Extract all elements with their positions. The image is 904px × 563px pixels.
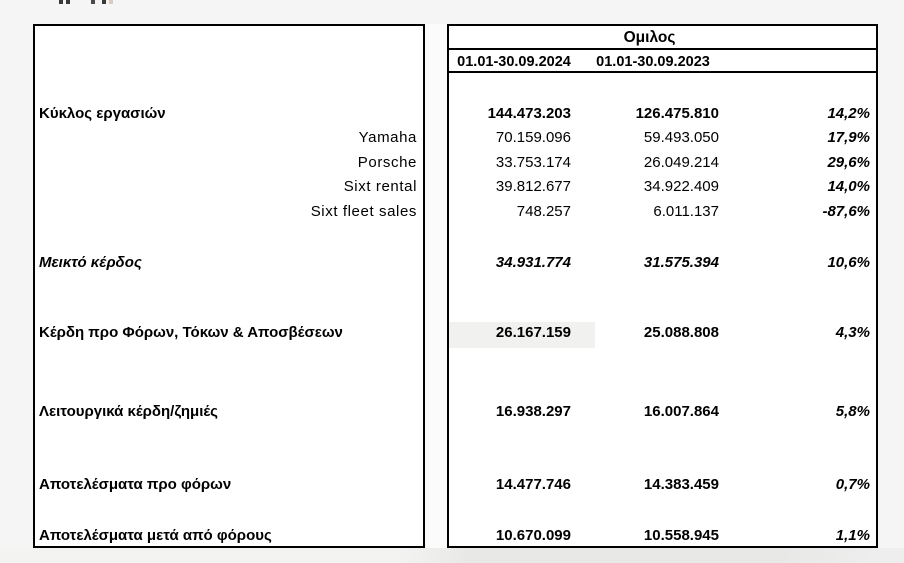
row-label-porsche: Porsche	[357, 154, 417, 171]
pct-change: 1,1%	[835, 527, 870, 544]
values-panel	[447, 24, 878, 548]
value-2024: 10.670.099	[495, 527, 571, 544]
table-row-ebitda	[449, 321, 876, 345]
panel-gap	[425, 24, 447, 548]
table-row-operating-profit	[449, 400, 876, 424]
pct-change: -87,6%	[822, 203, 870, 220]
table-row-turnover	[449, 102, 876, 126]
value-2023: 16.007.864	[643, 403, 719, 420]
value-2023: 26.049.214	[643, 154, 719, 171]
period-2023-header: 01.01-30.09.2023	[596, 54, 710, 70]
value-2023: 126.475.810	[635, 105, 719, 122]
value-2024: 34.931.774	[495, 254, 571, 271]
value-2024: 14.477.746	[495, 476, 571, 493]
row-label-operating-profit: Λειτουργικά κέρδη/ζημιές	[39, 403, 218, 420]
table-row-porsche	[449, 151, 876, 175]
value-2023: 25.088.808	[643, 324, 719, 341]
pct-change: 29,6%	[827, 154, 870, 171]
cropped-text-marks	[0, 0, 2, 3]
row-label-profit-after-tax: Αποτελέσματα μετά από φόρους	[39, 527, 272, 544]
table-row-yamaha	[449, 126, 876, 150]
pct-change: 14,2%	[827, 105, 870, 122]
labels-panel	[33, 24, 425, 548]
value-2023: 59.493.050	[643, 129, 719, 146]
pct-change: 10,6%	[827, 254, 870, 271]
row-label-yamaha: Yamaha	[358, 129, 417, 146]
table-row-sixt-fleet-sales	[449, 200, 876, 224]
row-label-gross-profit: Μεικτό κέρδος	[39, 254, 142, 271]
row-label-turnover: Κύκλος εργασιών	[39, 105, 166, 122]
value-2024: 16.938.297	[495, 403, 571, 420]
row-label-sixt-rental: Sixt rental	[343, 178, 417, 195]
pct-change: 5,8%	[835, 403, 870, 420]
value-2024: 70.159.096	[495, 129, 571, 146]
pct-change: 17,9%	[827, 129, 870, 146]
value-2024: 33.753.174	[495, 154, 571, 171]
row-label-ebitda: Κέρδη προ Φόρων, Τόκων & Αποσβέσεων	[39, 324, 343, 341]
pct-change: 0,7%	[835, 476, 870, 493]
value-2023: 10.558.945	[643, 527, 719, 544]
pct-change: 14,0%	[827, 178, 870, 195]
value-2023: 6.011.137	[653, 203, 719, 220]
value-2023: 14.383.459	[643, 476, 719, 493]
table-row-profit-before-tax	[449, 473, 876, 497]
pct-change: 4,3%	[835, 324, 870, 341]
table-row-sixt-rental	[449, 175, 876, 199]
value-2024: 26.167.159	[495, 324, 571, 341]
value-2024: 39.812.677	[495, 178, 571, 195]
group-header: Ομιλος	[449, 26, 876, 50]
value-2024: 144.473.203	[487, 105, 571, 122]
table-row-gross-profit	[449, 251, 876, 275]
value-2023: 34.922.409	[643, 178, 719, 195]
value-2023: 31.575.394	[643, 254, 719, 271]
period-2024-header: 01.01-30.09.2024	[457, 54, 571, 70]
period-headers	[449, 52, 876, 73]
bottom-shadow	[0, 548, 904, 563]
value-2024: 748.257	[516, 203, 571, 220]
table-row-profit-after-tax	[449, 524, 876, 548]
row-label-sixt-fleet-sales: Sixt fleet sales	[310, 203, 417, 220]
row-label-profit-before-tax: Αποτελέσματα προ φόρων	[39, 476, 232, 493]
